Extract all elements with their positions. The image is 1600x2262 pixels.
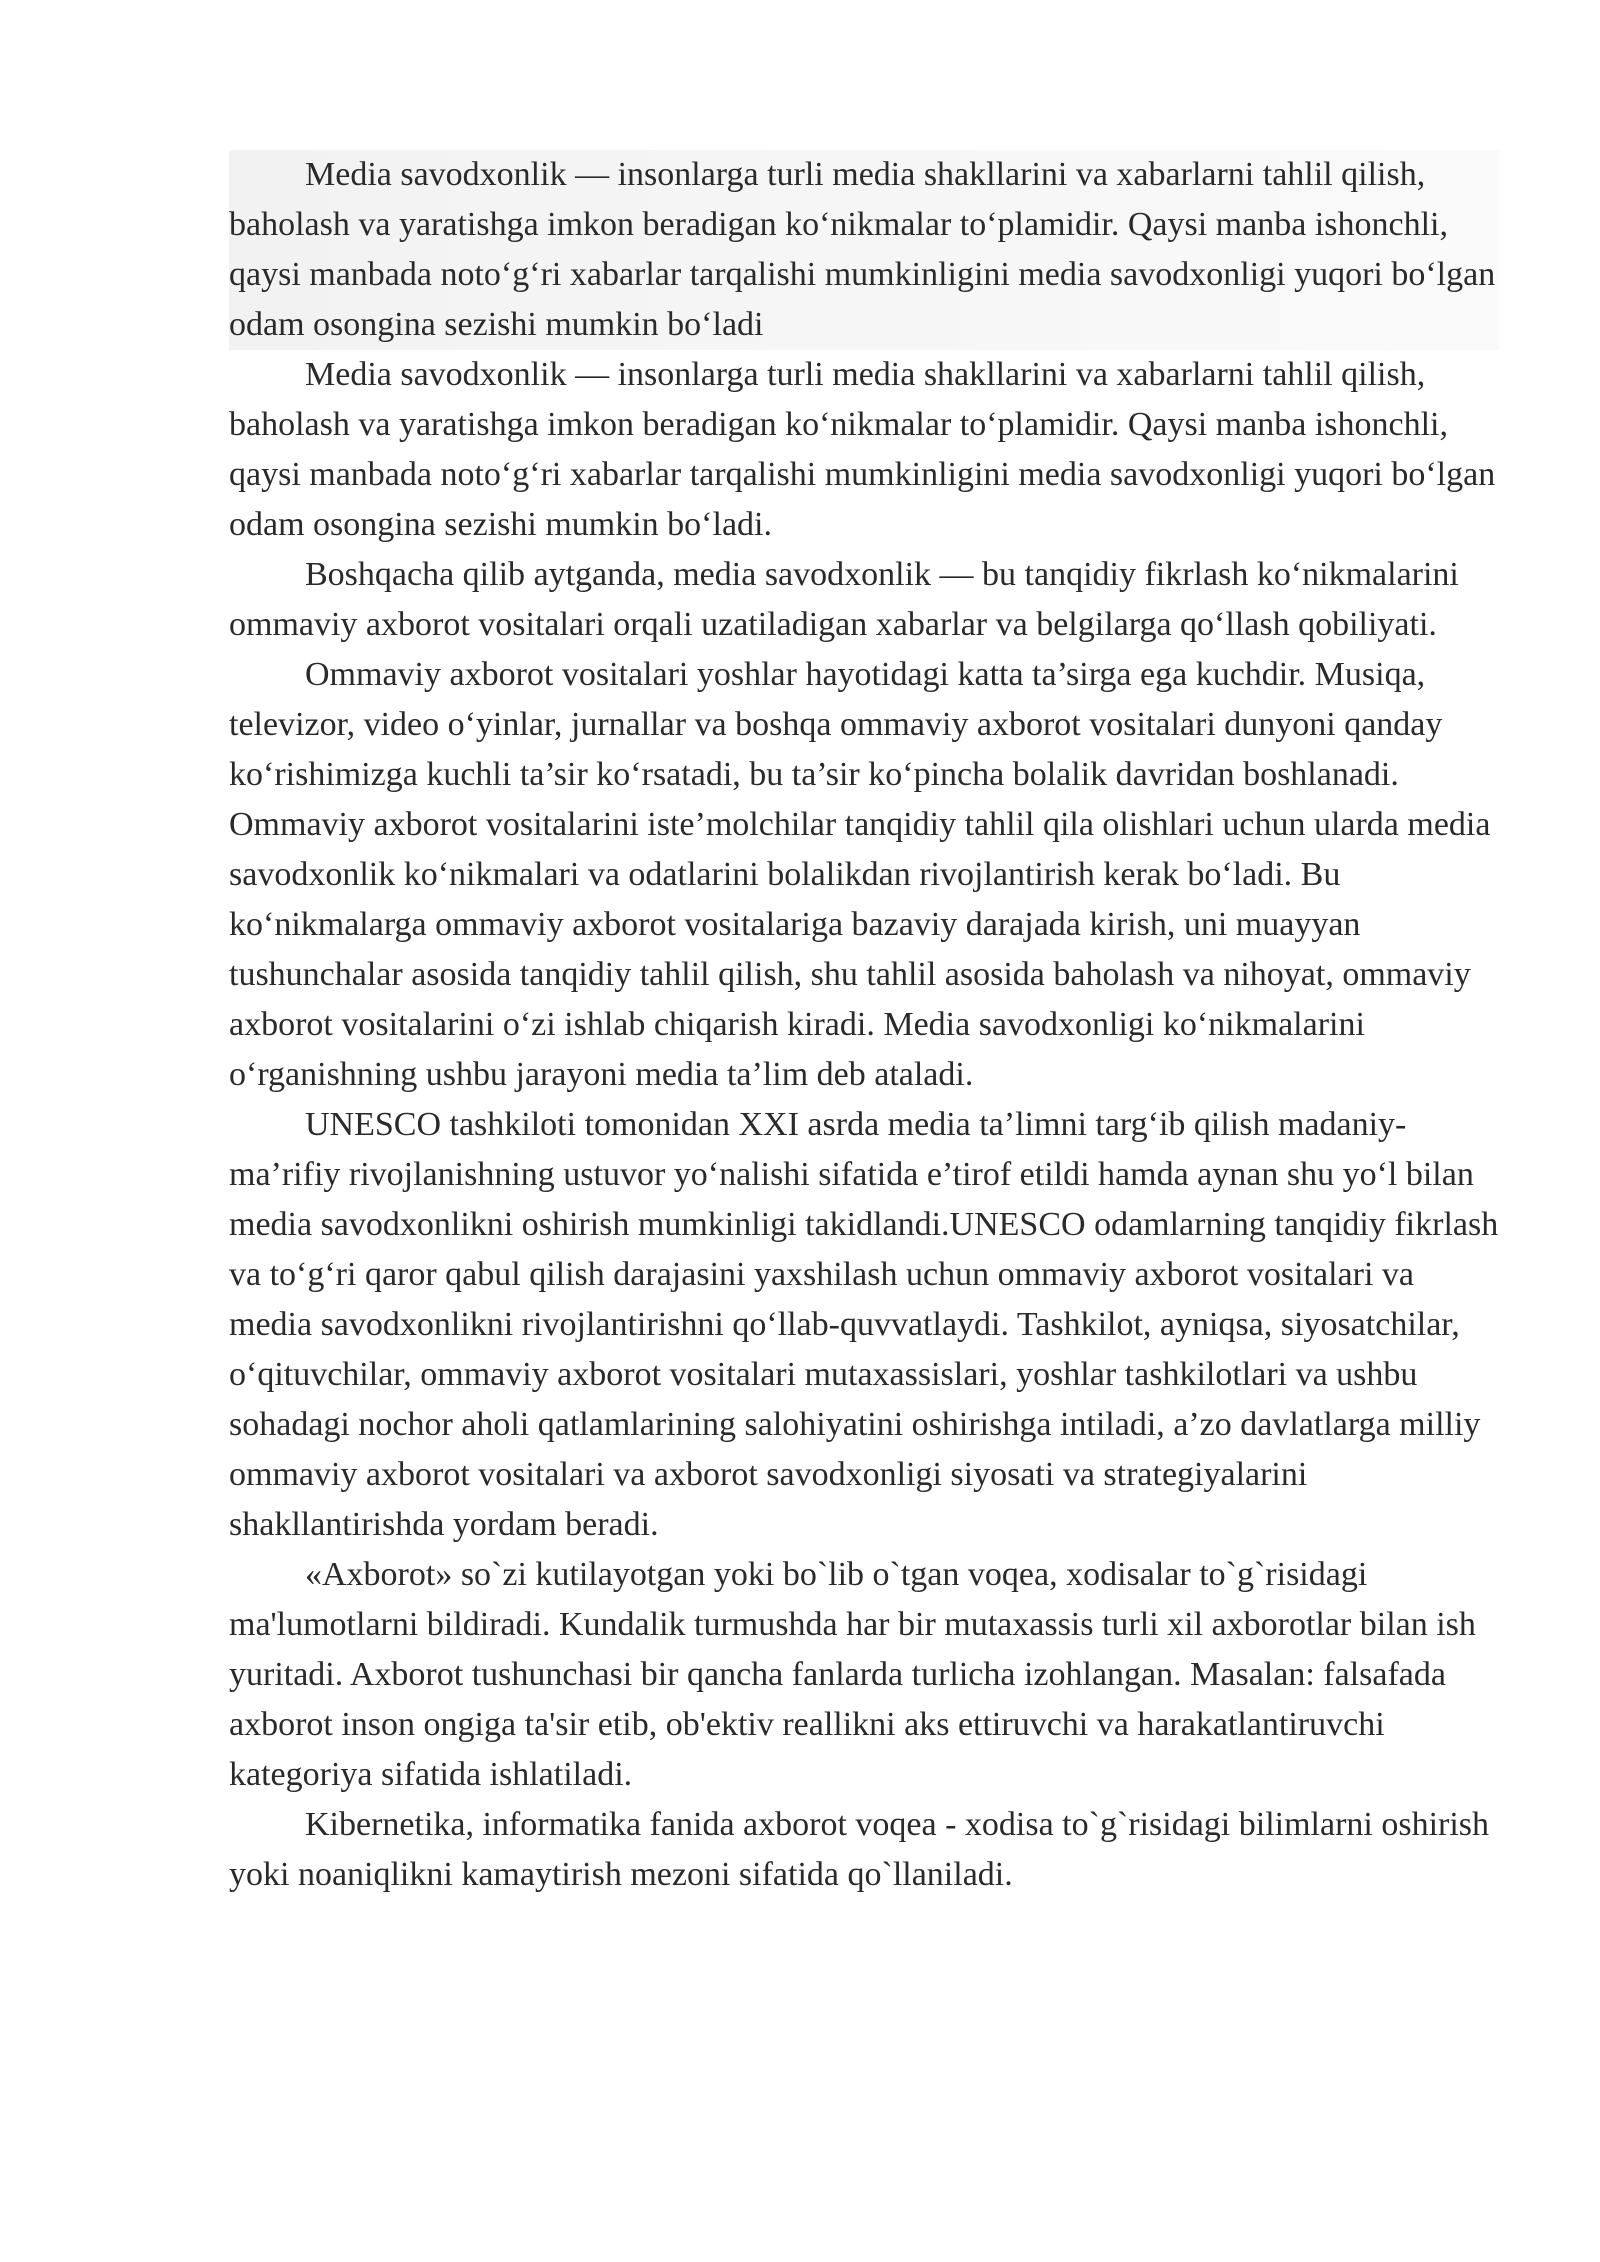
paragraph-unesco: UNESCO tashkiloti tomonidan XXI asrda media ta’limni targʻib qilish madaniy-ma’rifiy rivojlanishning ustuvor yoʻnalishi sifatida e’tirof etildi hamda aynan shu yoʻl bilan media savodxonlikni oshirish mumkinligi takidlandi.UNESCO odamlarning tanqidiy fikrlash va toʻgʻri qaror qabul qilish darajasini yaxshilash uchun ommaviy axborot vositalari va media savodxonlikni rivojlantirishni qoʻllab-quvvatlaydi. Tashkilot, ayniqsa, siyosatchilar, oʻqituvchilar, ommaviy axborot vositalari mutaxassislari, yoshlar tashkilotlari va ushbu sohadagi nochor aholi qatlamlarining salohiyatini oshirishga intiladi, a’zo davlatlarga milliy ommaviy axborot vositalari va axborot savodxonligi siyosati va strategiyalarini shakllantirishda yordam beradi. (229, 1106, 1499, 1543)
paragraph-media-literacy-definition: Media savodxonlik — insonlarga turli media shakllarini va xabarlarni tahlil qilish, baholash va yaratishga imkon beradigan koʻnikmalar toʻplamidir. Qaysi manba ishonchli, qaysi manbada notoʻgʻri xabarlar tarqalishi mumkinligini media savodxonligi yuqori boʻlgan odam osongina sezishi mumkin boʻladi (229, 150, 1499, 350)
paragraph-critical-thinking: Boshqacha qilib aytganda, media savodxonlik — bu tanqidiy fikrlash koʻnikmalarini ommaviy axborot vositalari orqali uzatiladigan xabarlar va belgilarga qoʻllash qobiliyati. (229, 556, 1459, 643)
paragraph-cybernetics: Kibernetika, informatika fanida axborot voqea - xodisa to`g`risidagi bilimlarni oshirish yoki noaniqlikni kamaytirish mezoni sifatida qo`llaniladi. (229, 1806, 1490, 1893)
paragraph-media-literacy-definition-repeat: Media savodxonlik — insonlarga turli media shakllarini va xabarlarni tahlil qilish, baholash va yaratishga imkon beradigan koʻnikmalar toʻplamidir. Qaysi manba ishonchli, qaysi manbada notoʻgʻri xabarlar tarqalishi mumkinligini media savodxonligi yuqori boʻlgan odam osongina sezishi mumkin boʻladi. (229, 356, 1496, 543)
paragraph-mass-media-influence: Ommaviy axborot vositalari yoshlar hayotidagi katta ta’sirga ega kuchdir. Musiqa, televizor, video oʻyinlar, jurnallar va boshqa ommaviy axborot vositalari dunyoni qanday koʻrishimizga kuchli ta’sir koʻrsatadi, bu ta’sir koʻpincha bolalik davridan boshlanadi. Ommaviy axborot vositalarini iste’molchilar tanqidiy tahlil qila olishlari uchun ularda media savodxonlik koʻnikmalari va odatlarini bolalikdan rivojlantirish kerak boʻladi. Bu koʻnikmalarga ommaviy axborot vositalariga bazaviy darajada kirish, uni muayyan tushunchalar asosida tanqidiy tahlil qilish, shu tahlil asosida baholash va nihoyat, ommaviy axborot vositalarini oʻzi ishlab chiqarish kiradi. Media savodxonligi koʻnikmalarini oʻrganishning ushbu jarayoni media ta’lim deb ataladi. (229, 656, 1491, 1093)
document-body (229, 150, 1499, 1900)
paragraph-axborot-definition: «Axborot» so`zi kutilayotgan yoki bo`lib o`tgan voqea, xodisalar to`g`risidagi ma'lumotlarni bildiradi. Kundalik turmushda har bir mutaxassis turli xil axborotlar bilan ish yuritadi. Axborot tushunchasi bir qancha fanlarda turlicha izohlangan. Masalan: falsafada axborot inson ongiga ta'sir etib, ob'ektiv reallikni aks ettiruvchi va harakatlantiruvchi kategoriya sifatida ishlatiladi. (229, 1556, 1476, 1793)
